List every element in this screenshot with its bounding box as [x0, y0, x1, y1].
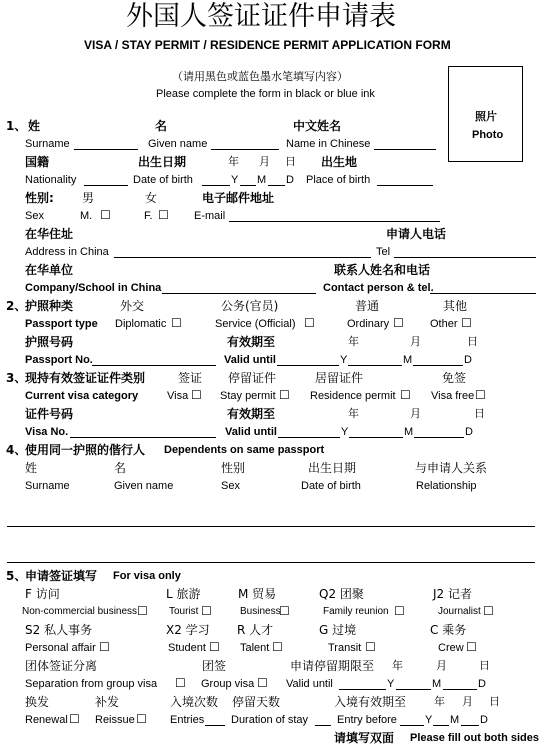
ink-instruction-zh: （请用黑色或蓝色墨水笔填写内容）	[172, 70, 348, 83]
visa-type-l-checkbox[interactable]: ☐	[201, 604, 212, 618]
group-stay-until-zh: 申请停留期限至	[290, 659, 375, 673]
group-day-zh: 日	[479, 659, 490, 672]
passport-no-label-zh: 护照号码	[25, 335, 74, 349]
passport-type-label-zh: 护照种类	[25, 299, 74, 313]
reissue-zh: 补发	[95, 695, 120, 709]
reissue-checkbox[interactable]: ☐	[136, 712, 147, 726]
group-separation-label: Separation from group visa	[25, 678, 158, 690]
stay-permit-label-zh: 停留证件	[228, 371, 277, 385]
section-3-number: 3、	[6, 371, 27, 385]
service-label: Service (Official)	[215, 318, 296, 330]
visa-month-zh: 月	[410, 407, 421, 420]
renewal-label: Renewal	[25, 714, 68, 726]
group-visa-checkbox[interactable]: ☐	[257, 676, 268, 690]
entry-d: D	[480, 714, 488, 726]
dep-col-relation-zh: 与申请人关系	[415, 461, 488, 475]
dob-label: Date of birth	[133, 174, 193, 186]
visa-type-m-label: Business	[240, 606, 281, 617]
group-d: D	[478, 678, 486, 690]
surname-label: Surname	[25, 138, 70, 150]
group-year-zh: 年	[392, 659, 403, 672]
entry-m: M	[450, 714, 460, 726]
visa-free-label-zh: 免签	[442, 371, 467, 385]
dep-col-sex: Sex	[221, 480, 240, 492]
group-y: Y	[387, 678, 395, 690]
visa-no-field[interactable]	[70, 437, 216, 438]
visa-type-q2-checkbox[interactable]: ☐	[394, 604, 405, 618]
visa-type-j2-label: Journalist	[438, 606, 481, 617]
passport-valid-year-field[interactable]	[277, 365, 339, 366]
female-checkbox[interactable]: ☐	[158, 208, 169, 222]
female-option-label: F.	[144, 210, 153, 222]
company-label-zh: 在华单位	[25, 263, 74, 277]
duration-label: Duration of stay	[231, 714, 309, 726]
visa-type-l-zh: L 旅游	[166, 587, 201, 601]
entry-y: Y	[425, 714, 433, 726]
entry-month-zh: 月	[462, 695, 473, 708]
visa-year-zh: 年	[348, 407, 359, 420]
given-name-field[interactable]	[211, 149, 279, 150]
visa-type-c-label: Crew	[438, 642, 464, 654]
dependents-title-zh: 使用同一护照的偕行人	[25, 443, 146, 457]
passport-month-zh: 月	[410, 335, 421, 348]
dep-col-dob-zh: 出生日期	[308, 461, 357, 475]
entry-day-zh: 日	[489, 695, 500, 708]
form-title: 外国人签证证件申请表	[126, 1, 396, 32]
visa-no-label-zh: 证件号码	[25, 407, 74, 421]
dependent-row-1[interactable]	[7, 526, 535, 527]
dob-m: M	[257, 174, 267, 186]
chinese-name-label-zh: 中文姓名	[293, 119, 342, 133]
address-label: Address in China	[25, 246, 109, 258]
passport-year-zh: 年	[348, 335, 359, 348]
contact-label: Contact person & tel.	[323, 282, 434, 294]
visa-valid-label: Valid until	[225, 426, 277, 438]
male-label-zh: 男	[82, 191, 95, 205]
ordinary-label: Ordinary	[347, 318, 390, 330]
contact-label-zh: 联系人姓名和电话	[334, 263, 431, 277]
group-separation-checkbox[interactable]: ☐	[175, 676, 186, 690]
renewal-checkbox[interactable]: ☐	[69, 712, 80, 726]
visa-type-x2-zh: X2 学习	[166, 623, 210, 637]
male-option-label: M.	[80, 210, 93, 222]
dep-col-sex-zh: 性别	[221, 461, 246, 475]
given-name-label: Given name	[148, 138, 208, 150]
dob-year-zh: 年	[228, 155, 239, 168]
passport-d: D	[464, 354, 472, 366]
reissue-label: Reissue	[95, 714, 135, 726]
visa-valid-month-field[interactable]	[349, 437, 403, 438]
duration-field[interactable]	[315, 725, 331, 726]
visa-free-checkbox[interactable]: ☐	[475, 388, 486, 402]
group-separation-zh: 团体签证分离	[25, 659, 98, 673]
visa-type-c-zh: C 乘务	[430, 623, 467, 637]
visa-type-f-zh: F 访问	[25, 587, 60, 601]
photo-box[interactable]	[448, 66, 523, 162]
ordinary-label-zh: 普通	[355, 299, 380, 313]
visa-label-zh: 签证	[178, 371, 203, 385]
visa-apply-title: For visa only	[113, 570, 181, 582]
dep-col-surname-zh: 姓	[25, 461, 38, 475]
visa-type-s2-label: Personal affair	[25, 642, 96, 654]
address-field[interactable]	[114, 257, 371, 258]
passport-day-zh: 日	[467, 335, 478, 348]
group-visa-zh: 团签	[202, 659, 227, 673]
entries-label: Entries	[170, 714, 205, 726]
passport-valid-label: Valid until	[224, 354, 276, 366]
sex-label: Sex	[25, 210, 44, 222]
entry-day-field[interactable]	[461, 725, 479, 726]
photo-label-zh: 照片	[475, 110, 497, 123]
visa-type-m-checkbox[interactable]: ☐	[279, 604, 290, 618]
visa-m: M	[404, 426, 414, 438]
service-label-zh: 公务(官员)	[221, 299, 279, 313]
visa-day-zh: 日	[474, 407, 485, 420]
visa-apply-title-zh: 申请签证填写	[25, 569, 98, 583]
female-label-zh: 女	[145, 191, 158, 205]
diplomatic-label: Diplomatic	[115, 318, 167, 330]
visa-type-s2-checkbox[interactable]: ☐	[99, 640, 110, 654]
dob-y: Y	[231, 174, 239, 186]
surname-label-zh: 姓	[28, 119, 41, 133]
visa-free-option-label: Visa free	[431, 390, 475, 402]
visa-type-f-label: Non-commercial business	[22, 606, 138, 617]
visa-type-q2-zh: Q2 团聚	[319, 587, 364, 601]
visa-type-g-label: Transit	[328, 642, 362, 654]
address-label-zh: 在华住址	[25, 227, 74, 241]
dob-year-field[interactable]	[202, 185, 230, 186]
nationality-label: Nationality	[25, 174, 77, 186]
section-4-number: 4、	[6, 443, 27, 457]
passport-no-label: Passport No.	[25, 354, 93, 366]
visa-type-r-checkbox[interactable]: ☐	[272, 640, 283, 654]
company-field[interactable]	[162, 293, 316, 294]
dep-col-given: Given name	[114, 480, 174, 492]
pob-label-zh: 出生地	[321, 155, 358, 169]
other-label-zh: 其他	[443, 299, 468, 313]
group-valid-year-field[interactable]	[339, 689, 386, 690]
dep-col-relation: Relationship	[416, 480, 477, 492]
dob-d: D	[286, 174, 294, 186]
dep-col-given-zh: 名	[114, 461, 127, 475]
ink-instruction-en: Please complete the form in black or blue ink	[156, 88, 375, 100]
pob-field[interactable]	[377, 185, 433, 186]
dep-col-surname: Surname	[25, 480, 70, 492]
entry-before-label: Entry before	[337, 714, 397, 726]
given-name-label-zh: 名	[155, 119, 168, 133]
renewal-zh: 换发	[25, 695, 50, 709]
section-5-number: 5、	[6, 569, 27, 583]
dob-day-field[interactable]	[268, 185, 285, 186]
visa-type-x2-checkbox[interactable]: ☐	[209, 640, 220, 654]
dob-month-zh: 月	[259, 155, 270, 168]
passport-valid-day-field[interactable]	[413, 365, 463, 366]
visa-type-j2-checkbox[interactable]: ☐	[483, 604, 494, 618]
nationality-label-zh: 国籍	[25, 155, 50, 169]
section-1-number: 1、	[6, 119, 27, 133]
group-valid-day-field[interactable]	[443, 689, 477, 690]
visa-type-g-zh: G 过境	[319, 623, 357, 637]
residence-permit-option-label: Residence permit	[310, 390, 396, 402]
visa-y: Y	[341, 426, 349, 438]
dependents-title: Dependents on same passport	[164, 444, 325, 456]
visa-d: D	[465, 426, 473, 438]
other-label: Other	[430, 318, 458, 330]
contact-field[interactable]	[430, 293, 536, 294]
footer-note: Please fill out both sides	[410, 732, 539, 744]
duration-zh: 停留天数	[232, 695, 281, 709]
visa-checkbox[interactable]: ☐	[191, 388, 202, 402]
form-subtitle: VISA / STAY PERMIT / RESIDENCE PERMIT APPLICATION FORM	[84, 38, 451, 52]
photo-label-en: Photo	[472, 129, 504, 141]
visa-type-s2-zh: S2 私人事务	[25, 623, 93, 637]
entry-year-zh: 年	[434, 695, 445, 708]
visa-type-g-checkbox[interactable]: ☐	[365, 640, 376, 654]
visa-type-f-checkbox[interactable]: ☐	[137, 604, 148, 618]
visa-valid-year-field[interactable]	[278, 437, 340, 438]
dep-col-dob: Date of birth	[301, 480, 361, 492]
tel-field[interactable]	[394, 257, 536, 258]
ordinary-checkbox[interactable]: ☐	[393, 316, 404, 330]
visa-no-label: Visa No.	[25, 426, 69, 438]
visa-category-label-zh: 现持有效签证证件类别	[25, 371, 146, 385]
email-label: E-mail	[194, 210, 226, 222]
entry-year-field[interactable]	[400, 725, 424, 726]
group-valid-month-field[interactable]	[396, 689, 431, 690]
chinese-name-label: Name in Chinese	[286, 138, 371, 150]
stay-permit-option-label: Stay permit	[220, 390, 276, 402]
group-visa-label: Group visa	[201, 678, 255, 690]
entries-field[interactable]	[205, 725, 225, 726]
diplomatic-label-zh: 外交	[120, 299, 145, 313]
visa-type-l-label: Tourist	[169, 606, 199, 617]
passport-valid-month-field[interactable]	[348, 365, 402, 366]
visa-type-r-label: Talent	[240, 642, 270, 654]
visa-valid-label-zh: 有效期至	[227, 407, 276, 421]
visa-option-label: Visa	[167, 390, 189, 402]
sex-label-zh: 性别:	[25, 191, 54, 205]
dob-month-field[interactable]	[240, 185, 256, 186]
email-label-zh: 电子邮件地址	[202, 191, 275, 205]
passport-valid-label-zh: 有效期至	[227, 335, 276, 349]
visa-category-label: Current visa category	[25, 390, 139, 402]
group-month-zh: 月	[436, 659, 447, 672]
company-label: Company/School in China	[25, 282, 162, 294]
dependent-row-2[interactable]	[7, 562, 535, 563]
entries-zh: 入境次数	[170, 695, 219, 709]
visa-type-q2-label: Family reunion	[323, 606, 389, 617]
entry-month-field[interactable]	[433, 725, 449, 726]
section-2-number: 2、	[6, 299, 27, 313]
group-m: M	[432, 678, 442, 690]
residence-permit-checkbox[interactable]: ☐	[400, 388, 411, 402]
stay-permit-checkbox[interactable]: ☐	[279, 388, 290, 402]
diplomatic-checkbox[interactable]: ☐	[171, 316, 182, 330]
dob-label-zh: 出生日期	[138, 155, 187, 169]
entry-before-zh: 入境有效期至	[334, 695, 407, 709]
pob-label: Place of birth	[306, 174, 371, 186]
surname-field[interactable]	[74, 149, 138, 150]
passport-no-field[interactable]	[92, 365, 216, 366]
dob-day-zh: 日	[285, 155, 296, 168]
chinese-name-field[interactable]	[374, 149, 436, 150]
visa-type-x2-label: Student	[168, 642, 206, 654]
service-checkbox[interactable]: ☐	[304, 316, 315, 330]
tel-label-zh: 申请人电话	[386, 227, 447, 241]
residence-permit-label-zh: 居留证件	[315, 371, 364, 385]
visa-type-j2-zh: J2 记者	[433, 587, 472, 601]
email-field[interactable]	[229, 221, 440, 222]
tel-label: Tel	[376, 246, 391, 258]
passport-m: M	[403, 354, 413, 366]
group-valid-label: Valid until	[286, 678, 333, 690]
visa-type-m-zh: M 贸易	[238, 587, 277, 601]
nationality-field[interactable]	[84, 185, 128, 186]
visa-type-c-checkbox[interactable]: ☐	[466, 640, 477, 654]
footer-note-zh: 请填写双面	[334, 731, 395, 745]
male-checkbox[interactable]: ☐	[100, 208, 111, 222]
passport-y: Y	[340, 354, 348, 366]
visa-valid-day-field[interactable]	[414, 437, 464, 438]
passport-type-label: Passport type	[25, 318, 98, 330]
visa-type-r-zh: R 人才	[237, 623, 274, 637]
other-checkbox[interactable]: ☐	[461, 316, 472, 330]
